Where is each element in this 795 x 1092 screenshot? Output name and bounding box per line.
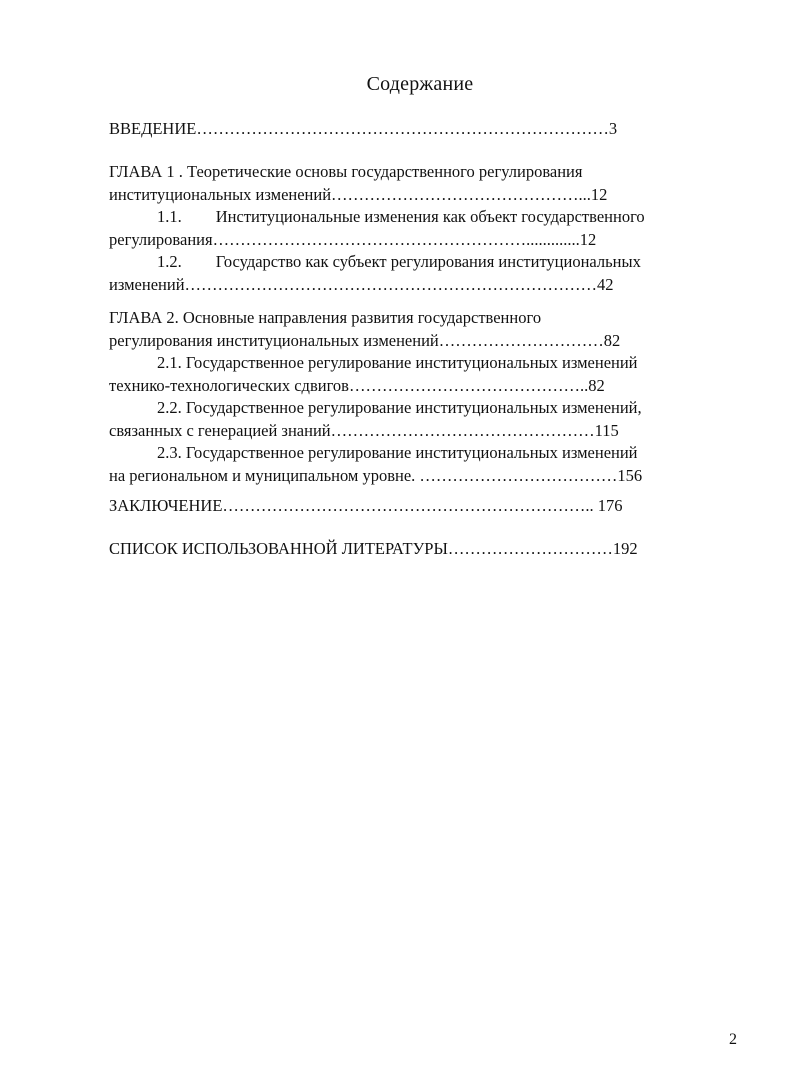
toc-line: СПИСОК ИСПОЛЬЗОВАННОЙ ЛИТЕРАТУРЫ…………………………192	[109, 539, 638, 558]
toc-line: 2.2. Государственное регулирование институциональных изменений,	[157, 398, 642, 417]
toc-line: институциональных изменений………………………………………...12	[109, 184, 608, 204]
toc-line: технико-технологических сдвигов……………………………………..82	[109, 375, 605, 395]
toc-line: ГЛАВА 1 . Теоретические основы государственного регулирования	[109, 162, 583, 181]
toc-line: регулирования институциональных изменений…………………………82	[109, 330, 621, 350]
toc-entry-intro	[109, 118, 719, 141]
section-number: 1.2.	[157, 252, 182, 271]
toc-section-1-1	[109, 206, 719, 229]
toc-section-1-2	[109, 251, 719, 274]
page-number: 2	[729, 1031, 737, 1048]
toc-line: Государство как субъект регулирования институциональных	[215, 252, 641, 271]
toc-line: ВВЕДЕНИЕ…………………………………………………………………3	[109, 119, 618, 138]
toc-line: Институциональные изменения как объект государственного	[215, 207, 645, 226]
toc-entry-chapter-1	[109, 161, 719, 296]
toc-line: изменений…………………………………………………………………42	[109, 274, 614, 294]
section-number: 1.1.	[157, 207, 182, 226]
toc-line: 2.1. Государственное регулирование институциональных изменений	[157, 353, 638, 372]
toc-entry-chapter-2	[109, 307, 719, 487]
page-title: Содержание	[366, 73, 474, 95]
toc-line: связанных с генерацией знаний…………………………………………115	[109, 420, 619, 440]
toc-line: регулирования………………………………………………….............12	[109, 229, 597, 249]
toc-line: ЗАКЛЮЧЕНИЕ………………………………………………………….. 176	[109, 496, 623, 515]
toc-line: 2.3. Государственное регулирование институциональных изменений	[157, 443, 638, 462]
toc-entry-references	[109, 538, 719, 561]
toc-entry-conclusion	[109, 495, 719, 518]
toc-line: ГЛАВА 2. Основные направления развития государственного	[109, 308, 542, 327]
toc-line: на региональном и муниципальном уровне. ………………………………156	[109, 465, 643, 485]
